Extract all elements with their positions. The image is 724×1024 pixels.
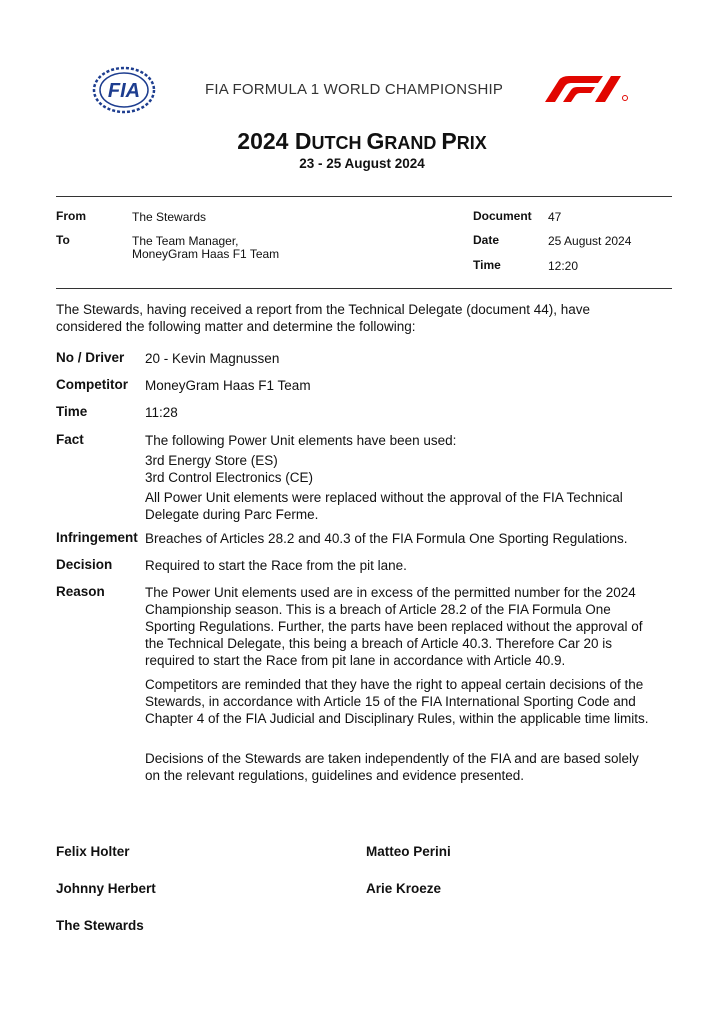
to-label: To bbox=[56, 233, 70, 247]
from-value: The Stewards bbox=[132, 210, 207, 224]
divider-top bbox=[56, 196, 672, 197]
to-value-line2: MoneyGram Haas F1 Team bbox=[132, 247, 280, 261]
fia-logo bbox=[92, 66, 156, 114]
decision-value: Required to start the Race from the pit lane. bbox=[145, 558, 407, 573]
driver-value: 20 - Kevin Magnussen bbox=[145, 351, 280, 366]
infringement-value: Breaches of Articles 28.2 and 40.3 of the FIA Formula One Sporting Regulations. bbox=[145, 531, 628, 546]
date-value: 25 August 2024 bbox=[548, 234, 632, 248]
appeal-text: Competitors are reminded that they have the right to appeal certain decisions of the Stewards, in accordance with Article 15 of the FIA International Sporting Code and Chapter 4 of the FIA Judicial and Disciplinary Rules, within the applicable time limits. bbox=[145, 677, 649, 726]
steward-arie-kroeze: Arie Kroeze bbox=[366, 881, 442, 896]
competitor-label: Competitor bbox=[56, 377, 128, 392]
decision-label: Decision bbox=[56, 557, 113, 572]
f1-logo bbox=[543, 74, 631, 104]
fact-text: The following Power Unit elements have been used: 3rd Energy Store (ES) 3rd Control Electronics (CE) All Power Unit elements were replaced without the approval of the FIA Technical Delegate during Parc Ferme. bbox=[145, 433, 623, 522]
reason-text: The Power Unit elements used are in excess of the permitted number for the 2024 Championship season. This is a breach of Article 28.2 of the FIA Formula One Sporting Regulations. Further, the parts have been replaced without the approval of the Technical Delegate, this being a breach of Article 40.3. Therefore Car 20 is required to start the Race from pit lane in accordance with Article 40.9. bbox=[145, 585, 643, 668]
document-value: 47 bbox=[548, 210, 562, 224]
driver-label: No / Driver bbox=[56, 350, 125, 365]
time-detail-label: Time bbox=[56, 404, 88, 419]
document-title: 2024 DUTCH GRAND PRIX bbox=[237, 128, 487, 154]
event-dates: 23 - 25 August 2024 bbox=[299, 156, 425, 171]
championship-title: FIA FORMULA 1 WORLD CHAMPIONSHIP bbox=[205, 81, 504, 98]
steward-felix-holter: Felix Holter bbox=[56, 844, 130, 859]
to-value-line1: The Team Manager, bbox=[132, 234, 239, 248]
competitor-value: MoneyGram Haas F1 Team bbox=[145, 378, 311, 393]
document-label: Document bbox=[473, 209, 532, 223]
independence-text: Decisions of the Stewards are taken independently of the FIA and are based solely on the relevant regulations, guidelines and evidence presented. bbox=[145, 751, 639, 783]
stewards-footer: The Stewards bbox=[56, 918, 144, 933]
infringement-label: Infringement bbox=[56, 530, 138, 545]
time-label: Time bbox=[473, 258, 501, 272]
time-value: 12:20 bbox=[548, 259, 579, 273]
fact-label: Fact bbox=[56, 432, 84, 447]
date-label: Date bbox=[473, 233, 500, 247]
steward-johnny-herbert: Johnny Herbert bbox=[56, 881, 156, 896]
divider-bottom bbox=[56, 288, 672, 289]
steward-matteo-perini: Matteo Perini bbox=[366, 844, 451, 859]
intro-paragraph: The Stewards, having received a report from the Technical Delegate (document 44), have considered the following matter and determine the following: bbox=[56, 302, 591, 334]
fia-logo-text: FIA bbox=[107, 80, 141, 102]
reason-label: Reason bbox=[56, 584, 105, 599]
time-detail-value: 11:28 bbox=[145, 405, 178, 420]
from-label: From bbox=[56, 209, 86, 223]
